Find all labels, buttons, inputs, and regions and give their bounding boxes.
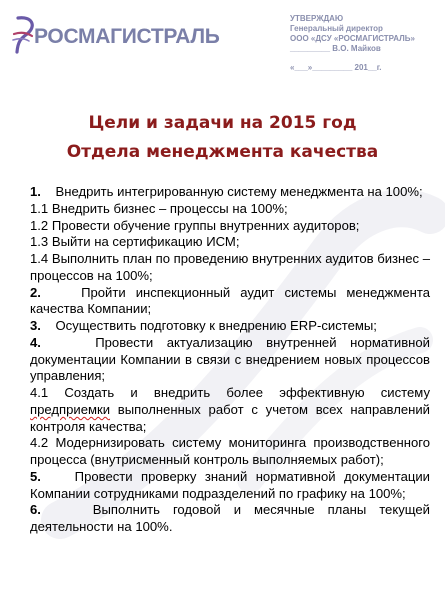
approval-line-1: УТВЕРЖДАЮ: [290, 14, 344, 23]
goal-number: 4.: [30, 334, 41, 350]
subgoal-text-end: выполненных работ с учетом всех направлений контроля качества;: [30, 401, 430, 434]
goal-item-6: [30, 502, 430, 536]
goal-text: Внедрить интегрированную систему менеджмента на 100%;: [55, 184, 423, 199]
goal-number: 3.: [30, 318, 41, 333]
approval-date-line: «___»_________ 201__г.: [290, 63, 382, 72]
subgoal-item-4-1: [30, 385, 430, 435]
goal-text: Провести проверку знаний нормативной документации Компании сотрудниками подразделений по графику на 100%;: [30, 468, 430, 501]
subgoal-item-1-2: 1.2 Провести обучение группы внутренних аудиторов;: [30, 217, 360, 233]
goal-text: Осуществить подготовку к внедрению ERP-системы;: [55, 318, 377, 333]
goals-list: [30, 184, 430, 536]
goal-item-3: [30, 318, 430, 335]
subgoal-item-1-3: 1.3 Выйти на сертификацию ИСМ;: [30, 234, 240, 250]
goal-text: Провести актуализацию внутренней нормативной документации Компании в связи с внедрением новых процессов управления;: [30, 334, 430, 384]
goal-number: 1.: [30, 184, 41, 199]
subgoal-item-4-2: 4.2 Модернизировать систему мониторинга производственного процесса (внутрисменный контроль выполняемых работ);: [30, 435, 430, 467]
goal-text: Пройти инспекционный аудит системы менеджмента качества Компании;: [30, 284, 430, 317]
goal-item-1: [30, 184, 430, 201]
subgoal-text-start: 4.1 Создать и внедрить более эффективную систему: [30, 385, 430, 400]
goal-number: 5.: [30, 468, 41, 484]
subgoal-item-1-4: 1.4 Выполнить план по проведению внутренних аудитов бизнес – процессов на 100%;: [30, 251, 430, 283]
logo-text: РОСМАГИСТРАЛЬ: [34, 25, 220, 48]
goal-item-4: [30, 335, 430, 385]
goal-text: Выполнить годовой и месячные планы текущей деятельности на 100%.: [30, 502, 430, 534]
subgoal-item-1-1: 1.1 Внедрить бизнес – процессы на 100%;: [30, 200, 288, 216]
document-title: [0, 109, 445, 167]
goal-item-2: [30, 285, 430, 319]
title-line-1: Цели и задачи на 2015 год: [88, 113, 357, 133]
approval-line-2: Генеральный директор: [290, 24, 383, 33]
goal-number: 2.: [30, 284, 41, 300]
misspelled-word: предприемки: [30, 401, 111, 417]
title-line-2: Отдела менеджмента качества: [66, 142, 379, 162]
goal-item-5: [30, 469, 430, 503]
goal-number: 6.: [30, 502, 41, 518]
approval-line-4: _________ В.О. Майков: [290, 44, 381, 53]
approval-line-3: ООО «ДСУ «РОСМАГИСТРАЛЬ»: [290, 34, 415, 43]
approval-block: [290, 14, 445, 73]
